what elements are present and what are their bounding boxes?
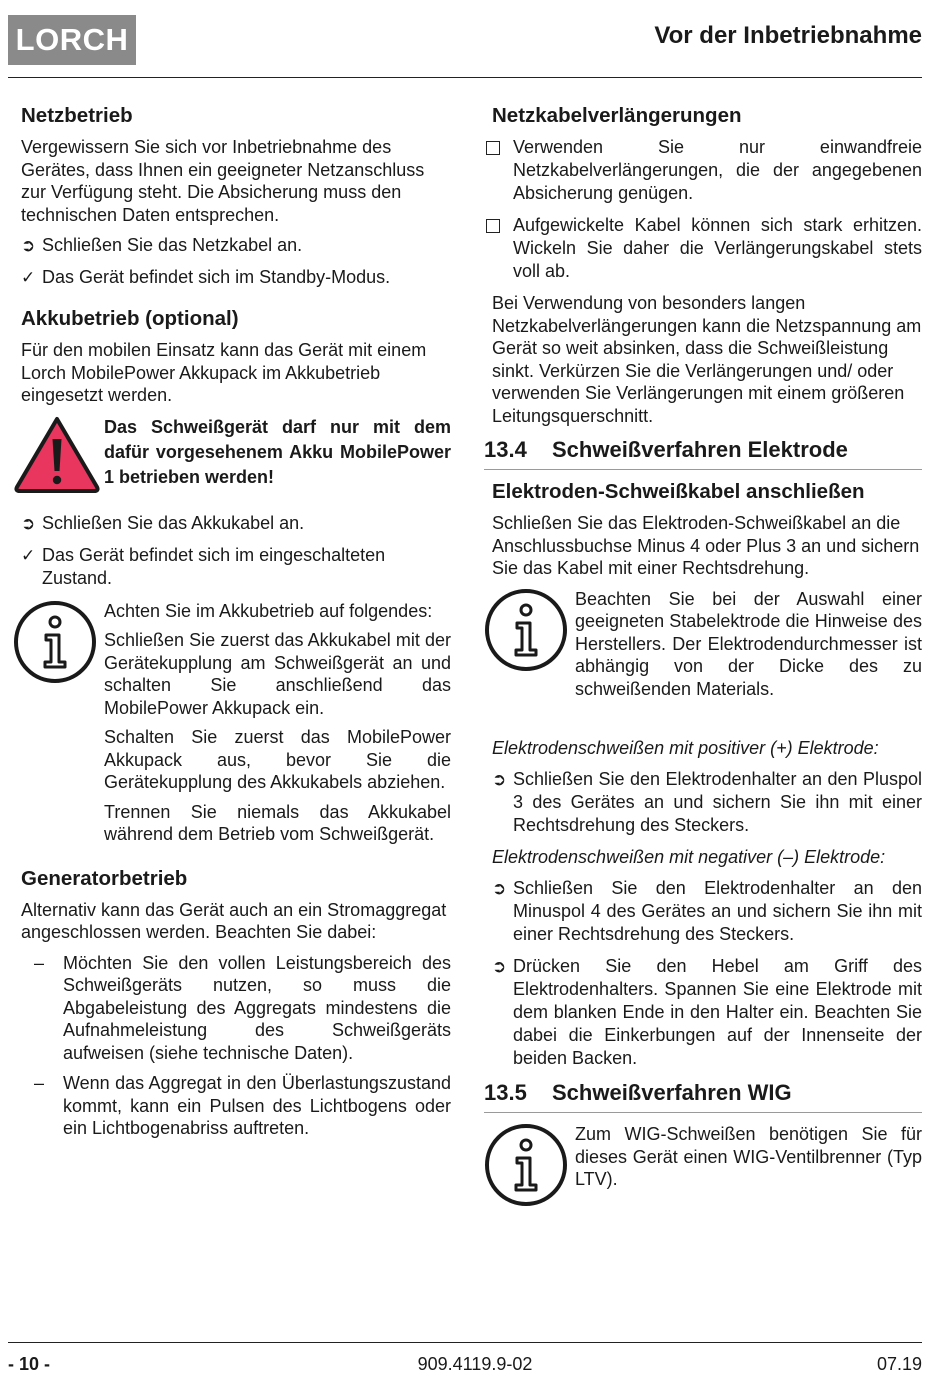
step-item: [492, 955, 922, 1070]
info-icon: [484, 1123, 575, 1212]
netzbetrieb-text: Vergewissern Sie sich vor Inbetriebnahme des Gerätes, dass Ihnen ein geeigneter Netzanschluss zur Verfügung steht. Die Absicherung muss den technischen Daten entsprechen.: [21, 137, 425, 225]
heading-generatorbetrieb: Generatorbetrieb: [21, 866, 188, 890]
arrow-bullet-icon: ➲: [492, 957, 507, 976]
lorch-logo: LORCH: [8, 15, 136, 65]
list-item: [21, 952, 451, 1065]
step-text: Drücken Sie den Hebel am Griff des Elektrodenhalters. Spannen Sie eine Elektrode mit dem blanken Ende in den Halter ein. Beachten Sie dabei die Einkerbungen auf der Innenseite der beiden Backen.: [513, 956, 922, 1068]
arrow-bullet-icon: ➲: [21, 513, 36, 533]
info-notice: [484, 588, 922, 708]
document-number: 909.4119.9-02: [417, 1354, 533, 1374]
page-header-title: Vor der Inbetriebnahme: [654, 22, 922, 49]
dash-bullet: –: [34, 1073, 45, 1093]
heading-akkubetrieb: Akkubetrieb (optional): [21, 307, 239, 330]
arrow-bullet-icon: ➲: [21, 236, 36, 255]
result-text: Das Gerät befindet sich im eingeschalteten Zustand.: [42, 544, 386, 588]
right-column: [484, 104, 922, 1224]
left-column: [21, 104, 451, 1148]
dash-bullet: –: [34, 952, 45, 973]
checkmark-icon: ✓: [21, 545, 36, 565]
netzkabel-text: Bei Verwendung von besonders langen Netzkabelverlängerungen kann die Netzspannung am Gerät so weit absinken, dass die Schweißleistung sinkt. Verkürzen Sie die Verlängerungen und/ oder verwenden Sie Verlängerungen mit einem größeren Leitungsquerschnitt.: [492, 293, 922, 426]
warning-notice: [21, 415, 451, 498]
section-number: 13.5: [484, 1080, 527, 1105]
section-13-4-heading: [484, 437, 922, 470]
result-item: [21, 544, 451, 590]
section-title: Schweißverfahren Elektrode: [552, 437, 848, 462]
step-text: Schließen Sie das Akkukabel an.: [42, 512, 305, 533]
step-text: Schließen Sie das Netzkabel an.: [42, 235, 303, 255]
akkubetrieb-text: Für den mobilen Einsatz kann das Gerät mit einem Lorch MobilePower Akkupack im Akkubetrieb eingesetzt werden.: [21, 340, 427, 405]
checkbox-item-text: Aufgewickelte Kabel können sich stark erhitzen. Wickeln Sie daher die Verlängerungskabel stets voll ab.: [513, 215, 922, 281]
generatorbetrieb-text: Alternativ kann das Gerät auch an ein Stromaggregat angeschlossen werden. Beachten Sie dabei:: [21, 899, 447, 942]
section-title: Schweißverfahren WIG: [552, 1080, 792, 1105]
checkmark-icon: ✓: [21, 268, 36, 287]
info-text: Schließen Sie zuerst das Akkukabel mit der Gerätekupplung am Schweißgerät an und schalten Sie anschließend das MobilePower Akkupack ein.: [104, 630, 451, 718]
document-date: 07.19: [876, 1354, 922, 1374]
heading-netzkabelverlaengerungen: Netzkabelverlängerungen: [492, 104, 742, 127]
section-13-5-heading: [484, 1080, 922, 1113]
list-item-text: Möchten Sie den vollen Leistungsbereich des Schweißgeräts nutzen, so muss die Abgabeleistung des Aggregats mindestens die Aufnahmeleistung des Schweißgeräts aufweisen (siehe technische Daten).: [63, 952, 451, 1063]
checkbox-item: [484, 136, 922, 205]
info-text: Trennen Sie niemals das Akkukabel während dem Betrieb vom Schweißgerät.: [104, 801, 451, 844]
step-text: Schließen Sie den Elektrodenhalter an den Minuspol 4 des Gerätes an und sichern Sie ihn mit einer Rechtsdrehung des Steckers.: [513, 878, 922, 944]
header-divider: [8, 77, 922, 78]
positive-electrode-label: Elektrodenschweißen mit positiver (+) Elektrode:: [492, 738, 879, 758]
negative-electrode-label: Elektrodenschweißen mit negativer (–) Elektrode:: [492, 847, 886, 867]
checkbox-item: [484, 214, 922, 283]
result-text: Das Gerät befindet sich im Standby-Modus.: [42, 267, 391, 287]
step-text: Schließen Sie den Elektrodenhalter an den Pluspol 3 des Gerätes an und sichern Sie ihn mit einer Rechtsdrehung des Steckers.: [513, 769, 922, 835]
info-notice: [484, 1123, 922, 1212]
info-text: Zum WIG-Schweißen benötigen Sie für dieses Gerät einen WIG-Ventilbrenner (Typ LTV).: [575, 1124, 922, 1189]
step-item: [492, 877, 922, 946]
checkbox-item-text: Verwenden Sie nur einwandfreie Netzkabelverlängerungen, die der angegebenen Absicherung genügen.: [513, 137, 922, 203]
heading-netzbetrieb: Netzbetrieb: [21, 104, 133, 127]
elektroden-kabel-text: Schließen Sie das Elektroden-Schweißkabel an die Anschlussbuchse Minus 4 oder Plus 3 an und sichern Sie das Kabel mit einer Rechtsdrehung.: [492, 513, 920, 578]
info-text: Beachten Sie bei der Auswahl einer geeigneten Stabelektrode die Hinweise des Herstellers. Der Elektrodendurchmesser ist abhängig von der Dicke des zu schweißenden Materials.: [575, 588, 922, 699]
section-number: 13.4: [484, 437, 527, 462]
info-notice: [21, 600, 451, 853]
info-icon: [484, 588, 575, 708]
heading-elektroden-kabel: Elektroden-Schweißkabel anschließen: [492, 480, 865, 503]
checkbox-icon: [486, 141, 500, 155]
warning-triangle-icon: [13, 415, 104, 498]
info-text: Schalten Sie zuerst das MobilePower Akkupack aus, bevor Sie die Gerätekupplung des Akkukabels abziehen.: [104, 727, 451, 792]
list-item: [21, 1072, 451, 1140]
info-text: Achten Sie im Akkubetrieb auf folgendes:: [104, 600, 433, 621]
arrow-bullet-icon: ➲: [492, 770, 507, 789]
step-item: [21, 512, 451, 535]
step-item: [492, 768, 922, 837]
list-item-text: Wenn das Aggregat in den Überlastungszustand kommt, kann ein Pulsen des Lichtbogens oder ein Lichtbogenabriss auftreten.: [63, 1073, 451, 1138]
footer-divider: [8, 1342, 922, 1343]
arrow-bullet-icon: ➲: [492, 879, 507, 898]
step-item: [21, 234, 451, 257]
info-icon: [13, 600, 104, 853]
checkbox-icon: [486, 219, 500, 233]
result-item: [21, 266, 451, 289]
page-number: - 10 -: [8, 1354, 51, 1374]
warning-text: Das Schweißgerät darf nur mit dem dafür vorgesehenem Akku MobilePower 1 betrieben werden!: [104, 416, 451, 487]
